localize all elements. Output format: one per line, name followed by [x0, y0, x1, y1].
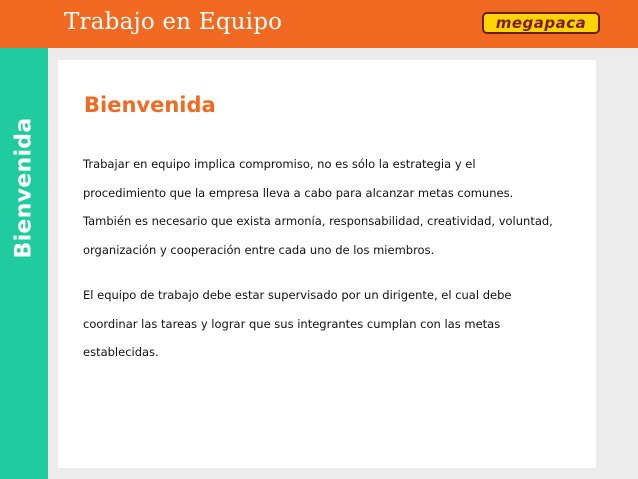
content-panel	[58, 60, 596, 468]
paragraph-line: También es necesario que exista armonía, responsabilidad, creatividad, voluntad,	[83, 214, 553, 228]
paragraph-line: establecidas.	[83, 345, 159, 359]
megapaca-logo	[482, 12, 600, 34]
section-heading: Bienvenida	[84, 93, 216, 117]
sidebar	[0, 48, 48, 479]
paragraph-line: coordinar las tareas y lograr que sus integrantes cumplan con las metas	[83, 316, 501, 331]
paragraph-line: organización y cooperación entre cada uno de los miembros.	[83, 242, 435, 257]
header-bar	[0, 0, 638, 48]
paragraph-line: Trabajar en equipo implica compromiso, no es sólo la estrategia y el	[83, 157, 476, 171]
paragraph-line: El equipo de trabajo debe estar supervisado por un dirigente, el cual debe	[83, 288, 512, 302]
logo-text: megapaca	[495, 14, 587, 32]
page-title: Trabajo en Equipo	[64, 9, 283, 35]
paragraph-supervision	[83, 281, 583, 367]
paragraph-intro	[83, 150, 583, 264]
sidebar-section-label: Bienvenida	[11, 117, 37, 259]
paragraph-line: procedimiento que la empresa lleva a cabo para alcanzar metas comunes.	[83, 185, 514, 200]
